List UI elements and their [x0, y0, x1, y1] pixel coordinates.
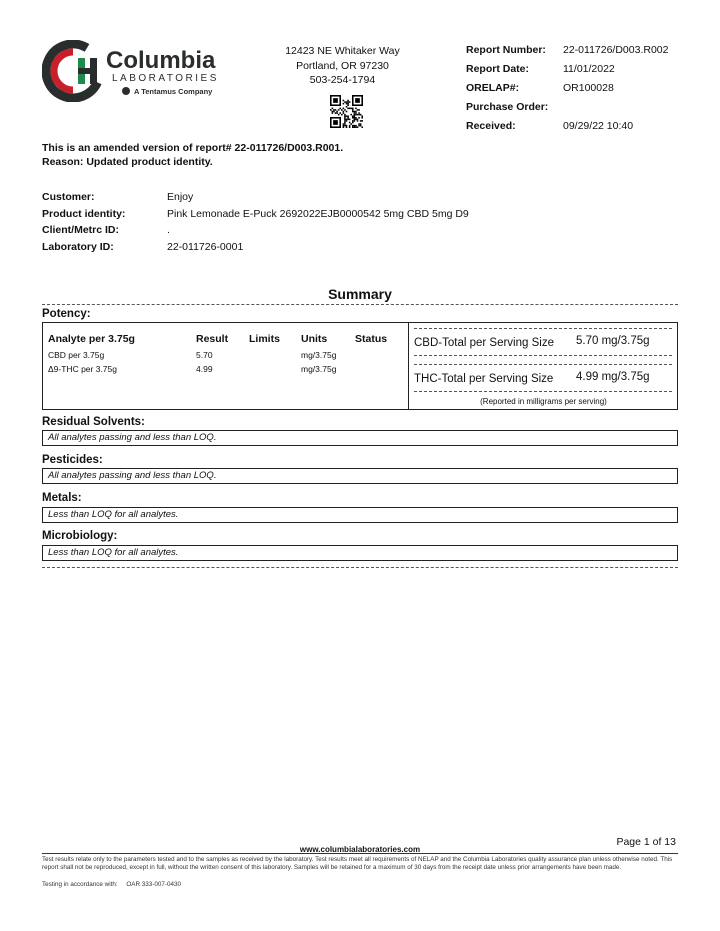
potency-results: [43, 323, 407, 409]
amendment-notice: [42, 141, 343, 169]
metals-heading: Metals:: [42, 492, 82, 504]
orelap-number: OR100028: [563, 82, 614, 94]
orelap-label: ORELAP#:: [466, 82, 520, 94]
client-id-label: Client/Metrc ID:: [42, 224, 120, 236]
report-date-label: Report Date:: [466, 63, 530, 75]
summary-title: Summary: [328, 286, 392, 302]
row-units: mg/3.75g: [301, 364, 337, 374]
col-analyte: Analyte per 3.75g: [48, 333, 135, 345]
logo-name: Columbia: [106, 47, 216, 74]
potency-table: [42, 322, 678, 410]
report-date: 11/01/2022: [563, 63, 615, 75]
lab-id-value: 22-011726-0001: [167, 240, 244, 253]
customer-label: Customer:: [42, 191, 95, 203]
purchase-order-label: Purchase Order:: [466, 101, 549, 113]
thc-serving-label: THC-Total per Serving Size: [414, 373, 554, 385]
col-status: Status: [355, 333, 388, 345]
pesticides-result: All analytes passing and less than LOQ.: [42, 468, 678, 484]
row-units: mg/3.75g: [301, 350, 337, 360]
metals-result: Less than LOQ for all analytes.: [42, 507, 678, 523]
divider: [42, 304, 678, 305]
website-link[interactable]: www.columbialaboratories.com: [299, 845, 421, 854]
divider: [42, 567, 678, 568]
col-units: Units: [301, 333, 328, 345]
report-number: 22-011726/D003.R002: [563, 44, 669, 56]
amendment-line1: This is an amended version of report# 22-011726/D003.R001.: [42, 142, 344, 154]
company-logo: [42, 40, 232, 102]
cbd-serving-label: CBD-Total per Serving Size: [414, 337, 554, 349]
disclaimer: Test results relate only to the parameters tested and to the samples as received by the laboratory. Test results meet all requirements of NELAP and the Columbia Laboratories quality assurance plan unless otherwise noted. This report shall not be reproduced, except in full, without the written consent of this laboratory. Samples will be retained for a maximum of 30 days from the receipt date unless prior arrangements have been made.: [42, 856, 673, 872]
residual-solvents-result: All analytes passing and less than LOQ.: [42, 430, 678, 446]
row-result: 5.70: [196, 350, 213, 360]
page-number: Page 1 of 13: [616, 836, 676, 848]
product-label: Product identity:: [42, 207, 126, 220]
client-id-value: .: [167, 224, 170, 236]
residual-solvents-heading: Residual Solvents:: [42, 416, 145, 428]
received-label: Received:: [466, 120, 516, 132]
serving-note: (Reported in milligrams per serving): [480, 397, 607, 406]
row-result: 4.99: [196, 364, 213, 374]
lab-address: [270, 44, 415, 88]
address-phone: 503-254-1794: [309, 74, 376, 86]
microbiology-result: Less than LOQ for all analytes.: [42, 545, 678, 561]
customer-value: Enjoy: [167, 191, 194, 203]
row-analyte: CBD per 3.75g: [48, 350, 105, 360]
amendment-reason: Reason: Updated product identity.: [42, 156, 213, 168]
row-analyte: Δ9-THC per 3.75g: [48, 364, 117, 374]
testing-accordance: Testing in accordance with: OAR 333-007-0430: [42, 881, 181, 888]
thc-serving-value: 4.99 mg/3.75g: [576, 371, 650, 383]
footer-divider: [42, 853, 678, 854]
logo-sub: LABORATORIES: [112, 73, 219, 84]
lab-id-label: Laboratory ID:: [42, 240, 114, 253]
serving-size-panel: [408, 323, 678, 409]
qr-code-icon[interactable]: [330, 95, 363, 128]
logo-tagline: A Tentamus Company: [134, 87, 213, 96]
microbiology-heading: Microbiology:: [42, 530, 118, 542]
pesticides-heading: Pesticides:: [42, 454, 103, 466]
potency-heading: Potency:: [42, 308, 91, 320]
cbd-serving-value: 5.70 mg/3.75g: [576, 335, 650, 347]
address-line1: 12423 NE Whitaker Way: [285, 45, 400, 57]
col-result: Result: [196, 333, 229, 345]
report-number-label: Report Number:: [466, 44, 546, 56]
col-limits: Limits: [249, 333, 280, 345]
address-line2: Portland, OR 97230: [296, 59, 389, 72]
product-value: Pink Lemonade E-Puck 2692022EJB0000542 5mg CBD 5mg D9: [167, 207, 469, 220]
received-date: 09/29/22 10:40: [563, 120, 634, 132]
